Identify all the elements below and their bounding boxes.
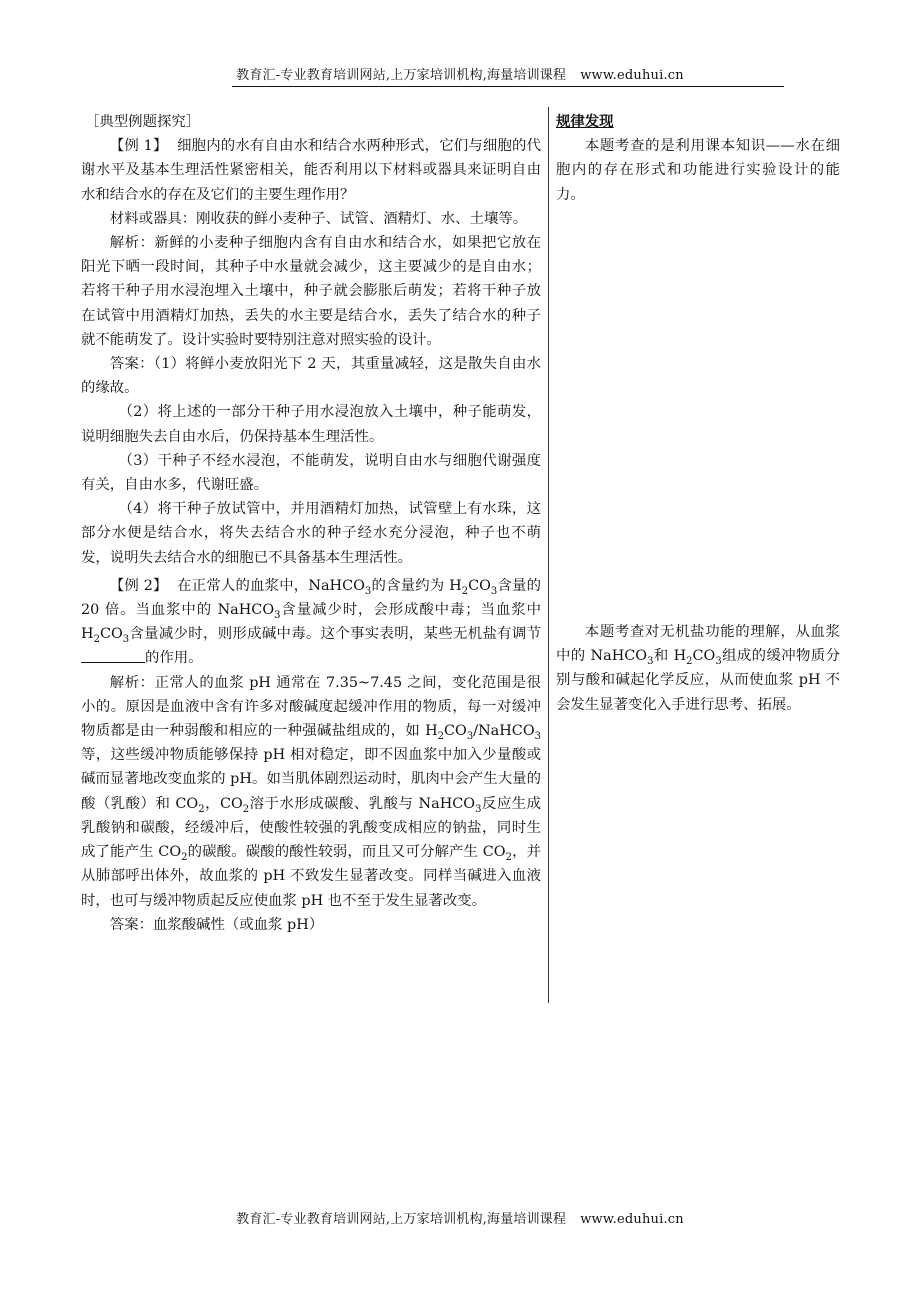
side-title: 规律发现	[556, 114, 614, 130]
q-text: 的含量约为 H	[371, 577, 462, 594]
footer-site: www.eduhui.cn	[580, 1212, 684, 1227]
q-text: CO	[468, 577, 491, 594]
subscript: 2	[242, 803, 250, 815]
example-1-answer-1: 答案：（1）将鲜小麦放阳光下 2 天，其重量减轻，这是散失自由水的缘故。	[81, 356, 541, 397]
header-text: 教育汇-专业教育培训网站,上万家培训机构,海量培训课程	[236, 68, 567, 83]
q-text: CO	[99, 626, 123, 643]
footer-text: 教育汇-专业教育培训网站,上万家培训机构,海量培训课程	[236, 1212, 567, 1227]
example-1-analysis: 解析：新鲜的小麦种子细胞内含有自由水和结合水，如果把它放在阳光下晒一段时间，其种子中水量就会减少，这主要减少的是自由水；若将干种子用水浸泡埋入土壤中，种子就会膨胀后萌发；若将干种子放在试管中用酒精灯加热，丢失的水主要是结合水，丢失了结合水的种子就不能萌发了。设计实验时要特别注意对照实验的设计。	[81, 235, 541, 348]
example-1-label: 【例 1】	[109, 138, 168, 155]
subscript: 3	[475, 803, 482, 815]
header-rule	[232, 86, 784, 87]
note-text: 组成的缓冲物质分别与酸和碱起化学反应，从而使血浆 pH 不会发生显著变化入手进行思考、拓展。	[556, 648, 840, 713]
q-text: 在正常人的血浆中，NaHCO	[177, 577, 365, 594]
note-text: 本题考查对无机盐功能的理解，从血浆中的 NaHCO	[556, 624, 840, 665]
example-1-answer-2: （2）将上述的一部分干种子用水浸泡放入土壤中，种子能萌发，说明细胞失去自由水后，仍保持基本生理活性。	[81, 404, 541, 445]
main-column	[81, 110, 541, 937]
example-1-answer-4: （4）将干种子放试管中，并用酒精灯加热，试管壁上有水珠，这部分水便是结合水，将失去结合水的种子经水充分浸泡，种子也不萌发，说明失去结合水的细胞已不具备基本生理活性。	[81, 501, 541, 566]
subscript: 2	[505, 851, 512, 863]
note-text: CO	[692, 648, 716, 665]
a-text: 的碳酸。碳酸的酸性较弱，而且又可分解产生 CO	[187, 844, 506, 861]
a-text: 等，这些缓冲物质能够保持 pH 相对稳定，即不因血浆中加入少量酸或碱而显著地改变血浆的 pH。如当肌体剧烈运动时，肌肉中会产生大量的酸（乳酸）和 CO	[81, 747, 541, 812]
a-text: CO	[444, 723, 467, 740]
note-text: 和 H	[653, 648, 687, 665]
a-text: ，并从肺部呼出体外，故血浆的 pH 不致发生显著改变。同样当碱进入血液时，也可与缓冲物质起反应使血浆 pH 也不至于发生显著改变。	[81, 844, 541, 909]
a-text: /NaHCO	[473, 723, 535, 740]
subscript: 3	[534, 730, 541, 742]
example-2-answer: 答案：血浆酸碱性（或血浆 pH）	[109, 916, 324, 933]
subscript: 3	[122, 634, 130, 646]
subscript: 2	[686, 656, 693, 668]
header-site: www.eduhui.cn	[580, 68, 684, 83]
subscript: 3	[274, 609, 281, 621]
subscript: 2	[181, 851, 188, 863]
subscript: 2	[437, 730, 445, 742]
page-footer	[0, 1208, 920, 1227]
side-column	[556, 110, 840, 713]
a-text: 反应生成乳酸钠和碳酸，经缓冲后，使酸性较强的乳酸变成相应的钠盐，同时生成了能产生 CO	[81, 795, 541, 861]
subscript: 2	[93, 634, 100, 646]
example-1-materials: 材料或器具：刚收获的鲜小麦种子、试管、酒精灯、水、土壤等。	[109, 210, 528, 227]
q-text: 含量减少时，会形成酸中毒；当血浆中 H	[81, 602, 541, 643]
section-title: ［典型例题探究］	[85, 114, 201, 130]
example-2-label: 【例 2】	[109, 577, 168, 594]
example-2-analysis	[81, 671, 541, 913]
a-text: 解析：正常人的血浆 pH 通常在 7.35~7.45 之间，变化范围是很小的。原因是血液中含有许多对酸碱度起缓冲作用的物质，每一对缓冲物质都是由一种弱酸和相应的一种强碱盐组成的，如 H	[81, 674, 541, 740]
q-text: 含量减少时，则形成碱中毒。这个事实表明，某些无机盐有调节	[129, 626, 541, 643]
a-text: ，CO	[204, 795, 243, 812]
example-1-question-text: 细胞内的水有自由水和结合水两种形式，它们与细胞的代谢水平及基本生理活性紧密相关，能否利用以下材料或器具来证明自由水和结合水的存在及它们的主要生理作用？	[81, 138, 541, 203]
subscript: 2	[198, 803, 205, 815]
example-1-question	[81, 134, 541, 207]
a-text: 溶于水形成碳酸、乳酸与 NaHCO	[249, 795, 476, 812]
side-note-2	[556, 620, 840, 717]
fill-in-blank	[81, 648, 145, 663]
subscript: 3	[490, 585, 498, 597]
page-header	[0, 64, 920, 83]
q-text: 含量的 20 倍。当血浆中的 NaHCO	[81, 577, 542, 619]
subscript: 3	[647, 656, 654, 668]
subscript: 3	[466, 730, 474, 742]
example-2-question	[81, 574, 541, 671]
subscript: 2	[461, 585, 469, 597]
q-text: 的作用。	[145, 650, 203, 667]
subscript: 3	[364, 585, 372, 597]
subscript: 3	[715, 656, 722, 668]
column-divider	[548, 107, 549, 1003]
example-1-answer-3: （3）干种子不经水浸泡，不能萌发，说明自由水与细胞代谢强度有关，自由水多，代谢旺盛。	[81, 452, 541, 494]
side-note-1: 本题考查的是利用课本知识——水在细胞内的存在形式和功能进行实验设计的能力。	[556, 138, 840, 203]
